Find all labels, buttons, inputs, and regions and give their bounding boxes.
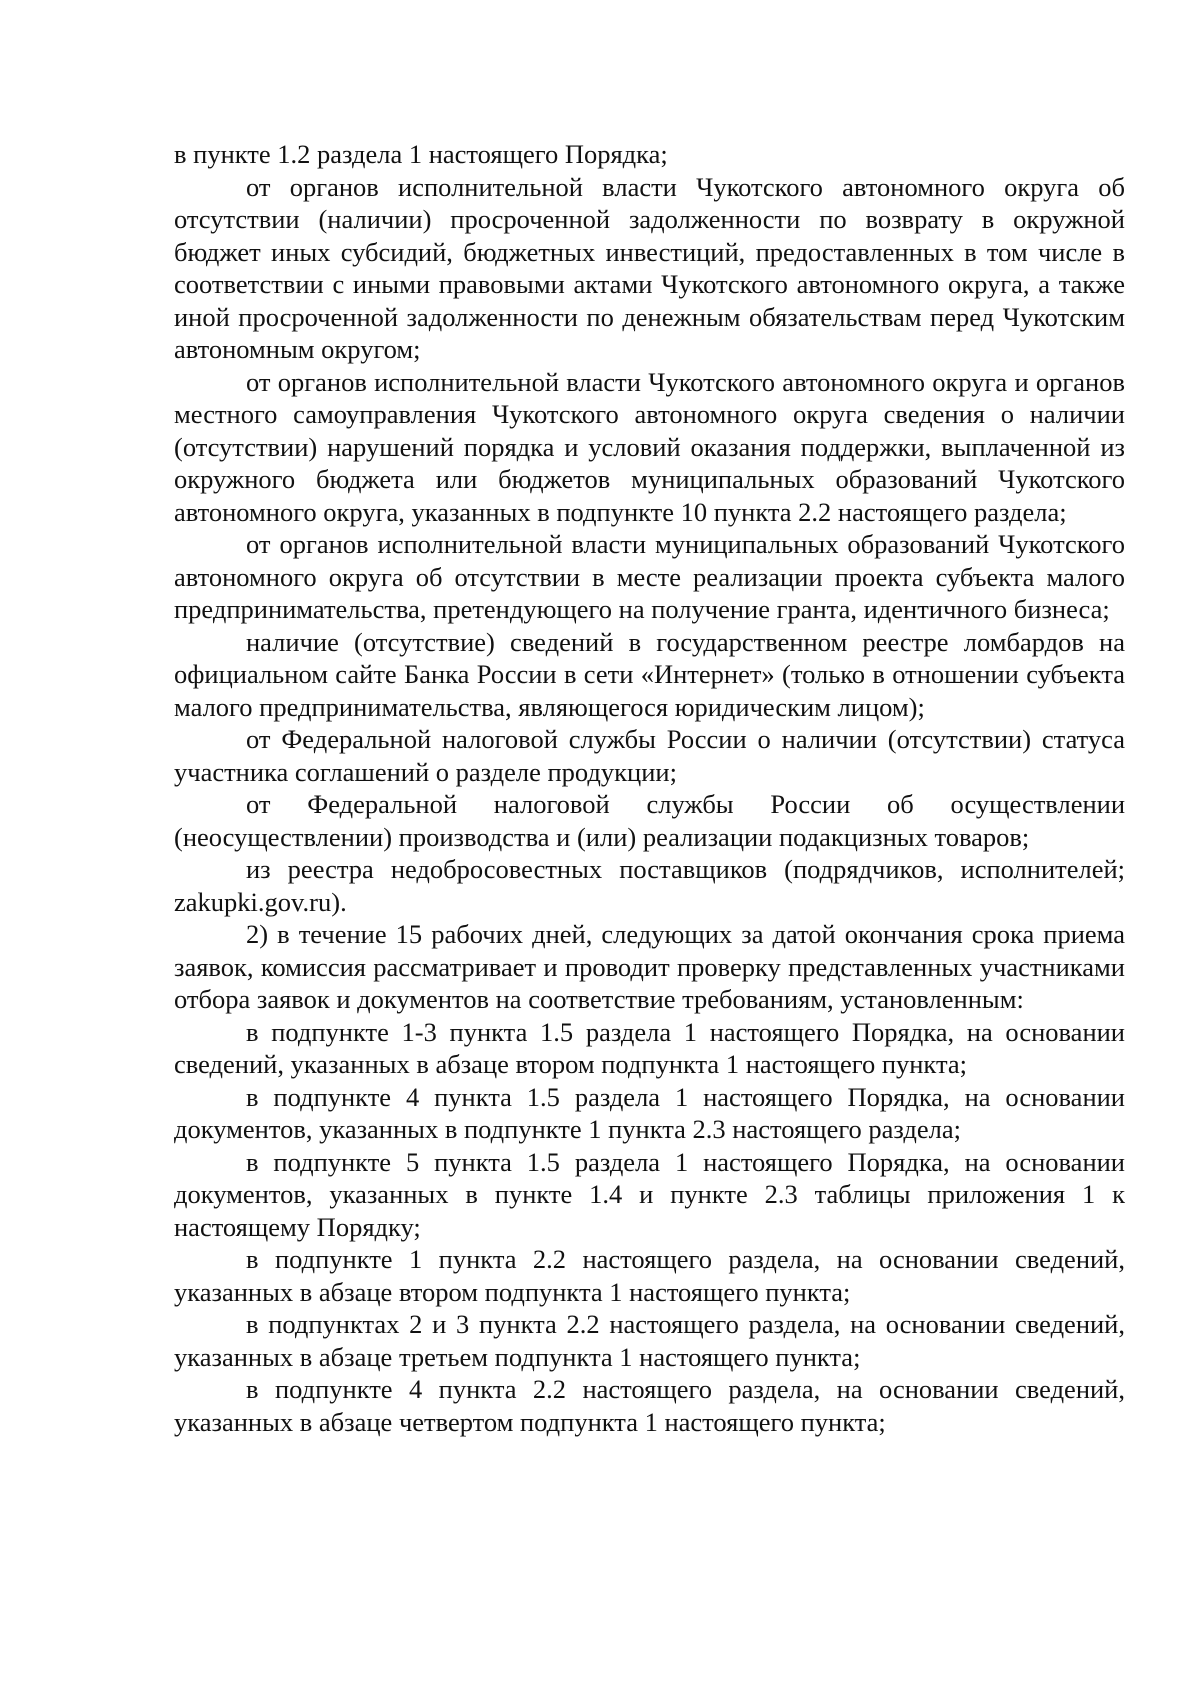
paragraph-4: от органов исполнительной власти муниципальных образований Чукотского автономного округа об отсутствии в месте реализации проекта субъекта малого предпринимательства, претендующего на получение гранта, идентичного бизнеса; xyxy=(174,529,1125,624)
paragraph-15: в подпункте 4 пункта 2.2 настоящего раздела, на основании сведений, указанных в абзаце четвертом подпункта 1 настоящего пункта; xyxy=(174,1374,1125,1437)
paragraph-6: от Федеральной налоговой службы России о наличии (отсутствии) статуса участника соглашений о разделе продукции; xyxy=(174,724,1125,787)
document-page xyxy=(174,138,1125,1438)
paragraph-14: в подпунктах 2 и 3 пункта 2.2 настоящего раздела, на основании сведений, указанных в абзаце третьем подпункта 1 настоящего пункта; xyxy=(174,1309,1125,1372)
paragraph-3: от органов исполнительной власти Чукотского автономного округа и органов местного самоуправления Чукотского автономного округа сведения о наличии (отсутствии) нарушений порядка и условий оказания поддержки, выплаченной из окружного бюджета или бюджетов муниципальных образований Чукотского автономного округа, указанных в подпункте 10 пункта 2.2 настоящего раздела; xyxy=(174,366,1125,527)
paragraph-2: от органов исполнительной власти Чукотского автономного округа об отсутствии (наличии) просроченной задолженности по возврату в окружной бюджет иных субсидий, бюджетных инвестиций, предоставленных в том числе в соответствии с иными правовыми актами Чукотского автономного округа, а также иной просроченной задолженности по денежным обязательствам перед Чукотским автономным округом; xyxy=(174,171,1125,364)
paragraph-11: в подпункте 4 пункта 1.5 раздела 1 настоящего Порядка, на основании документов, указанных в подпункте 1 пункта 2.3 настоящего раздела; xyxy=(174,1081,1125,1144)
paragraph-12: в подпункте 5 пункта 1.5 раздела 1 настоящего Порядка, на основании документов, указанных в пункте 1.4 и пункте 2.3 таблицы приложения 1 к настоящему Порядку; xyxy=(174,1146,1125,1242)
paragraph-9: 2) в течение 15 рабочих дней, следующих за датой окончания срока приема заявок, комиссия рассматривает и проводит проверку представленных участниками отбора заявок и документов на соответствие требованиям, установленным: xyxy=(174,919,1125,1014)
paragraph-13: в подпункте 1 пункта 2.2 настоящего раздела, на основании сведений, указанных в абзаце втором подпункта 1 настоящего пункта; xyxy=(174,1244,1125,1307)
paragraph-5: наличие (отсутствие) сведений в государственном реестре ломбардов на официальном сайте Банка России в сети «Интернет» (только в отношении субъекта малого предпринимательства, являющегося юридическим лицом); xyxy=(174,626,1125,722)
paragraph-7: от Федеральной налоговой службы России об осуществлении (неосуществлении) производства и (или) реализации подакцизных товаров; xyxy=(174,789,1125,852)
paragraph-1: в пункте 1.2 раздела 1 настоящего Порядка; xyxy=(174,139,668,169)
paragraph-10: в подпункте 1-3 пункта 1.5 раздела 1 настоящего Порядка, на основании сведений, указанных в абзаце втором подпункта 1 настоящего пункта; xyxy=(174,1016,1125,1079)
paragraph-8: из реестра недобросовестных поставщиков (подрядчиков, исполнителей; zakupki.gov.ru). xyxy=(174,854,1125,917)
